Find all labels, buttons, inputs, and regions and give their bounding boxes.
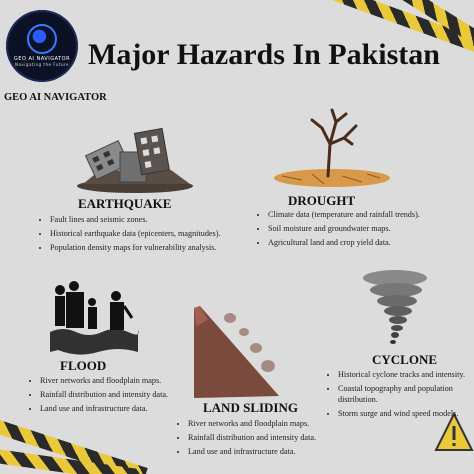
flood-heading: FLOOD xyxy=(60,358,107,373)
drought-heading: DROUGHT xyxy=(288,193,356,208)
list-item: • Rainfall distribution and intensity data. xyxy=(40,389,200,400)
falling-rocks-slope-icon xyxy=(194,306,284,401)
globe-icon xyxy=(27,24,57,54)
list-item: • River networks and floodplain maps. xyxy=(40,375,200,386)
logo-text-1: GEO AI NAVIGATOR xyxy=(13,56,71,62)
list-item: • Soil moisture and groundwater maps. xyxy=(268,223,428,234)
list-item: • Historical earthquake data (epicenters, magnitudes). xyxy=(50,228,240,239)
dead-tree-cracked-ground-icon xyxy=(272,104,392,189)
list-item: • Coastal topography and population distribution. xyxy=(338,383,474,405)
land-sliding-heading: LAND SLIDING xyxy=(203,400,298,415)
drought-list xyxy=(258,209,428,251)
land-sliding-list xyxy=(178,418,358,460)
earthquake-list xyxy=(40,214,240,256)
geo-ai-logo xyxy=(6,10,78,82)
list-item: • River networks and floodplain maps. xyxy=(188,418,358,429)
list-item: • Fault lines and seismic zones. xyxy=(50,214,240,225)
list-item: • Land use and infrastructure data. xyxy=(40,403,200,414)
list-item: • Agricultural land and crop yield data. xyxy=(268,237,428,248)
list-item: • Climate data (temperature and rainfall trends). xyxy=(268,209,428,220)
list-item: • Land use and infrastructure data. xyxy=(188,446,358,457)
logo-text-2: Navigating the Future xyxy=(14,62,69,67)
tornado-icon xyxy=(360,268,430,348)
people-wading-flood-icon xyxy=(48,280,138,355)
page-title: Major Hazards In Pakistan xyxy=(88,38,440,71)
list-item: • Historical cyclone tracks and intensity. xyxy=(338,369,474,380)
list-item: • Population density maps for vulnerability analysis. xyxy=(50,242,240,253)
cyclone-heading: CYCLONE xyxy=(372,352,438,367)
list-item: • Storm surge and wind speed models. xyxy=(338,408,474,419)
brand-name: GEO AI NAVIGATOR xyxy=(4,92,107,103)
list-item: • Rainfall distribution and intensity data. xyxy=(188,432,358,443)
collapsed-building-icon xyxy=(75,126,195,196)
earthquake-heading: EARTHQUAKE xyxy=(78,196,172,211)
cyclone-list xyxy=(328,369,474,422)
flood-list xyxy=(30,375,200,417)
